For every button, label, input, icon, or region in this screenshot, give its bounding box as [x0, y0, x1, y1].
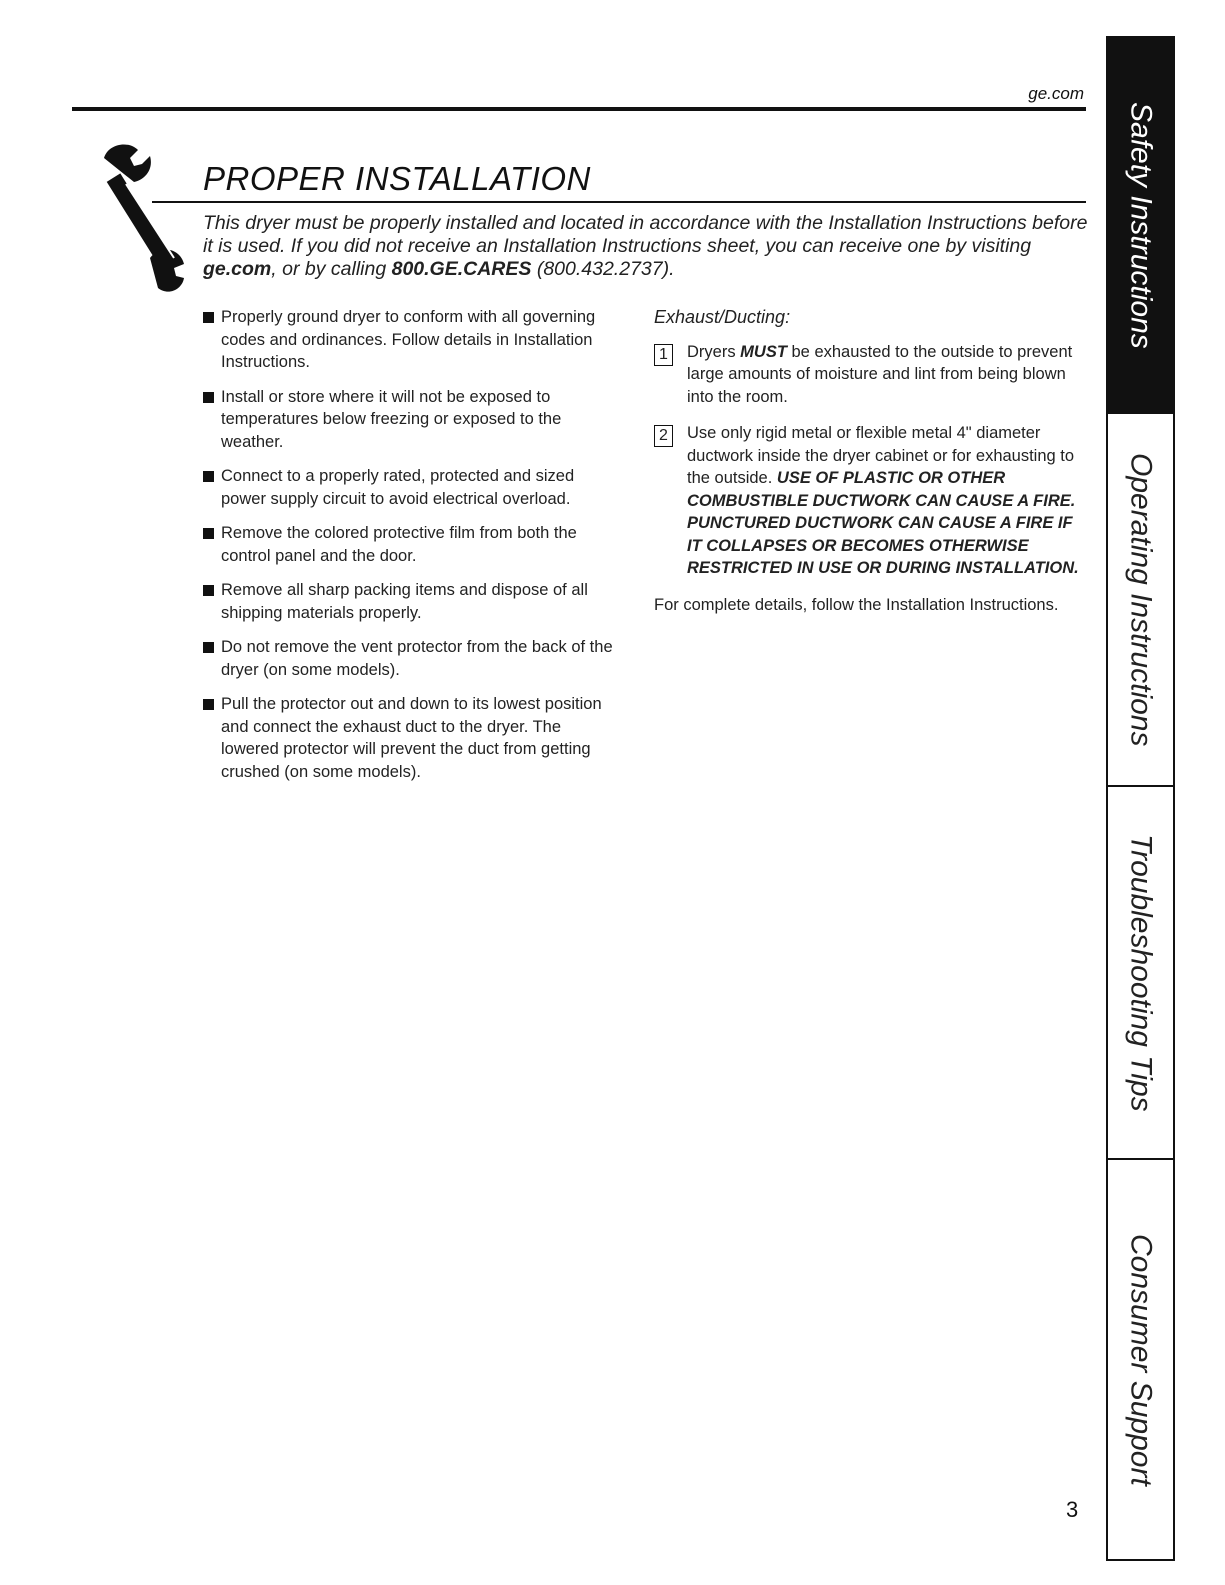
tab-label: Safety Instructions [1124, 101, 1158, 349]
wrench-icon [94, 140, 194, 300]
intro-phone: 800.GE.CARES [391, 258, 532, 280]
installation-bullets [203, 306, 623, 795]
tab-consumer-support[interactable] [1108, 1160, 1173, 1559]
tab-label: Operating Instructions [1124, 452, 1158, 747]
bullet-item [203, 306, 623, 374]
bullet-square-icon [203, 392, 214, 403]
intro-website-link[interactable]: ge.com [203, 258, 272, 280]
bullet-text: Pull the protector out and down to its lowest position and connect the exhaust duct to the dryer. The lowered protector will prevent the duct from getting crushed (on some models). [221, 695, 602, 781]
bullet-square-icon [203, 528, 214, 539]
tab-label: Troubleshooting Tips [1124, 833, 1158, 1112]
bullet-square-icon [203, 312, 214, 323]
exhaust-closing: For complete details, follow the Installation Instructions. [654, 595, 1059, 614]
item-number-box: 2 [654, 425, 673, 447]
section-tabs [1106, 36, 1175, 1561]
intro-text-1: This dryer must be properly installed and located in accordance with the Installation Instructions before it is used. If you did not receive an Installation Instructions sheet, you can receive one by visiting [203, 212, 1088, 257]
item-text: Dryers [687, 342, 741, 361]
exhaust-heading: Exhaust/Ducting: [654, 307, 791, 327]
section-title: PROPER INSTALLATION [203, 160, 591, 197]
bullet-text: Do not remove the vent protector from the back of the dryer (on some models). [221, 638, 613, 679]
bullet-square-icon [203, 471, 214, 482]
numbered-item [654, 422, 1084, 580]
bullet-item [203, 465, 623, 510]
bullet-item [203, 636, 623, 681]
bullet-item [203, 579, 623, 624]
bullet-text: Connect to a properly rated, protected and sized power supply circuit to avoid electrical overload. [221, 467, 575, 508]
tab-operating-instructions[interactable] [1108, 414, 1173, 787]
bullet-text: Remove all sharp packing items and dispose of all shipping materials properly. [221, 581, 588, 622]
tab-troubleshooting-tips[interactable] [1108, 787, 1173, 1160]
bullet-square-icon [203, 585, 214, 596]
bullet-square-icon [203, 699, 214, 710]
intro-text-2: , or by calling [271, 258, 392, 280]
site-url[interactable]: ge.com [1028, 84, 1084, 103]
bullet-item [203, 693, 623, 783]
bullet-text: Properly ground dryer to conform with all governing codes and ordinances. Follow details in Installation Instructions. [221, 308, 596, 371]
page-number: 3 [1066, 1497, 1079, 1522]
item-text: Use only rigid metal or flexible metal 4" diameter ductwork inside the dryer cabinet or for exhausting to the outside. [687, 424, 1075, 487]
bullet-square-icon [203, 642, 214, 653]
header-rule [72, 107, 1086, 111]
intro-text-3: (800.432.2737). [531, 258, 675, 280]
bullet-text: Remove the colored protective film from both the control panel and the door. [221, 524, 577, 565]
bullet-item [203, 386, 623, 454]
tab-label: Consumer Support [1124, 1233, 1158, 1486]
fire-warning-text: USE OF PLASTIC OR OTHER COMBUSTIBLE DUCTWORK CAN CAUSE A FIRE. PUNCTURED DUCTWORK CAN CAUSE A FIRE IF IT COLLAPSES OR BECOMES OTHERWISE RESTRICTED IN USE OR DURING INSTALLATION. [687, 469, 1079, 577]
bullet-text: Install or store where it will not be exposed to temperatures below freezing or exposed to the weather. [221, 387, 562, 451]
item-emphasis: MUST [740, 342, 787, 361]
tab-safety-instructions[interactable] [1108, 38, 1173, 414]
bullet-item [203, 522, 623, 567]
item-text: be exhausted to the outside to prevent large amounts of moisture and lint from being blown into the room. [687, 342, 1073, 406]
numbered-item [654, 341, 1084, 409]
intro-paragraph [203, 212, 1093, 281]
exhaust-section [654, 306, 1084, 616]
title-rule [152, 201, 1086, 203]
item-number-box: 1 [654, 344, 673, 366]
